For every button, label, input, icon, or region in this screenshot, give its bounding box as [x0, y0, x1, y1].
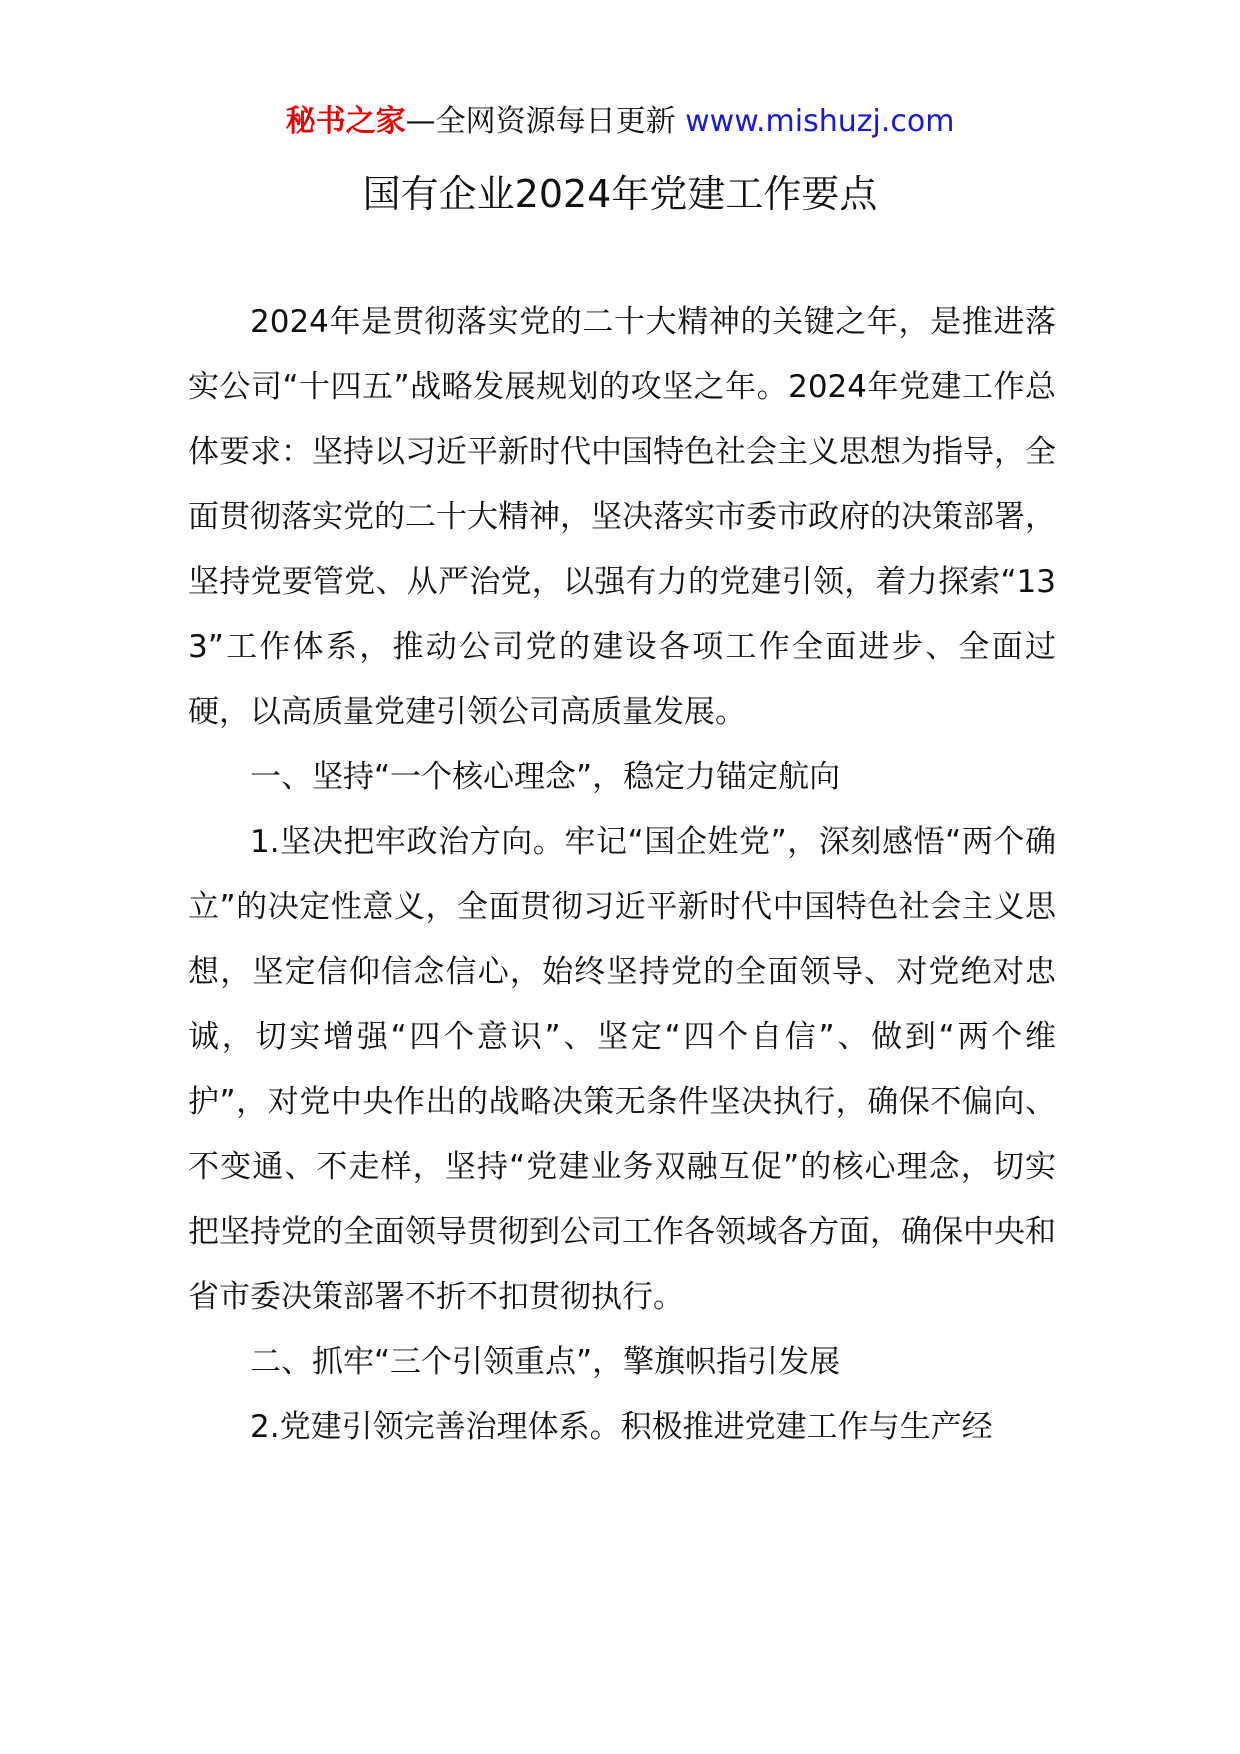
document-title: 国有企业2024年党建工作要点 — [362, 172, 878, 216]
paragraph-item-1: 1.坚决把牢政治方向。牢记“国企姓党”，深刻感悟“两个确立”的决定性意义，全面贯彻习近平新时代中国特色社会主义思想，坚定信仰信念信心，始终坚持党的全面领导、对党绝对忠诚，切实增强“四个意识”、坚定“四个自信”、做到“两个维护”，对党中央作出的战略决策无条件坚决执行，确保不偏向、不变通、不走样，坚持“党建业务双融互促”的核心理念，切实把坚持党的全面领导贯彻到公司工作各领域各方面，确保中央和省市委决策部署不折不扣贯彻执行。 — [188, 824, 1056, 1315]
site-banner — [0, 100, 1240, 144]
paragraph-item-2: 2.党建引领完善治理体系。积极推进党建工作与生产经 — [250, 1409, 993, 1445]
banner-slogan: —全网资源每日更新 — [405, 104, 686, 139]
brand-name: 秘书之家 — [285, 104, 406, 139]
intro-paragraph: 2024年是贯彻落实党的二十大精神的关键之年，是推进落实公司“十四五”战略发展规划的攻坚之年。2024年党建工作总体要求：坚持以习近平新时代中国特色社会主义思想为指导，全面贯彻落实党的二十大精神，坚决落实市委市政府的决策部署，坚持党要管党、从严治党，以强有力的党建引领，着力探索“133”工作体系，推动公司党的建设各项工作全面进步、全面过硬，以高质量党建引领公司高质量发展。 — [188, 304, 1056, 730]
site-url-link[interactable]: www.mishuzj.com — [685, 104, 955, 139]
section-heading-1: 一、坚持“一个核心理念”，稳定力锚定航向 — [250, 759, 841, 795]
document-body — [188, 290, 1056, 1460]
section-heading-2: 二、抓牢“三个引领重点”，擎旗帜指引发展 — [250, 1344, 841, 1380]
